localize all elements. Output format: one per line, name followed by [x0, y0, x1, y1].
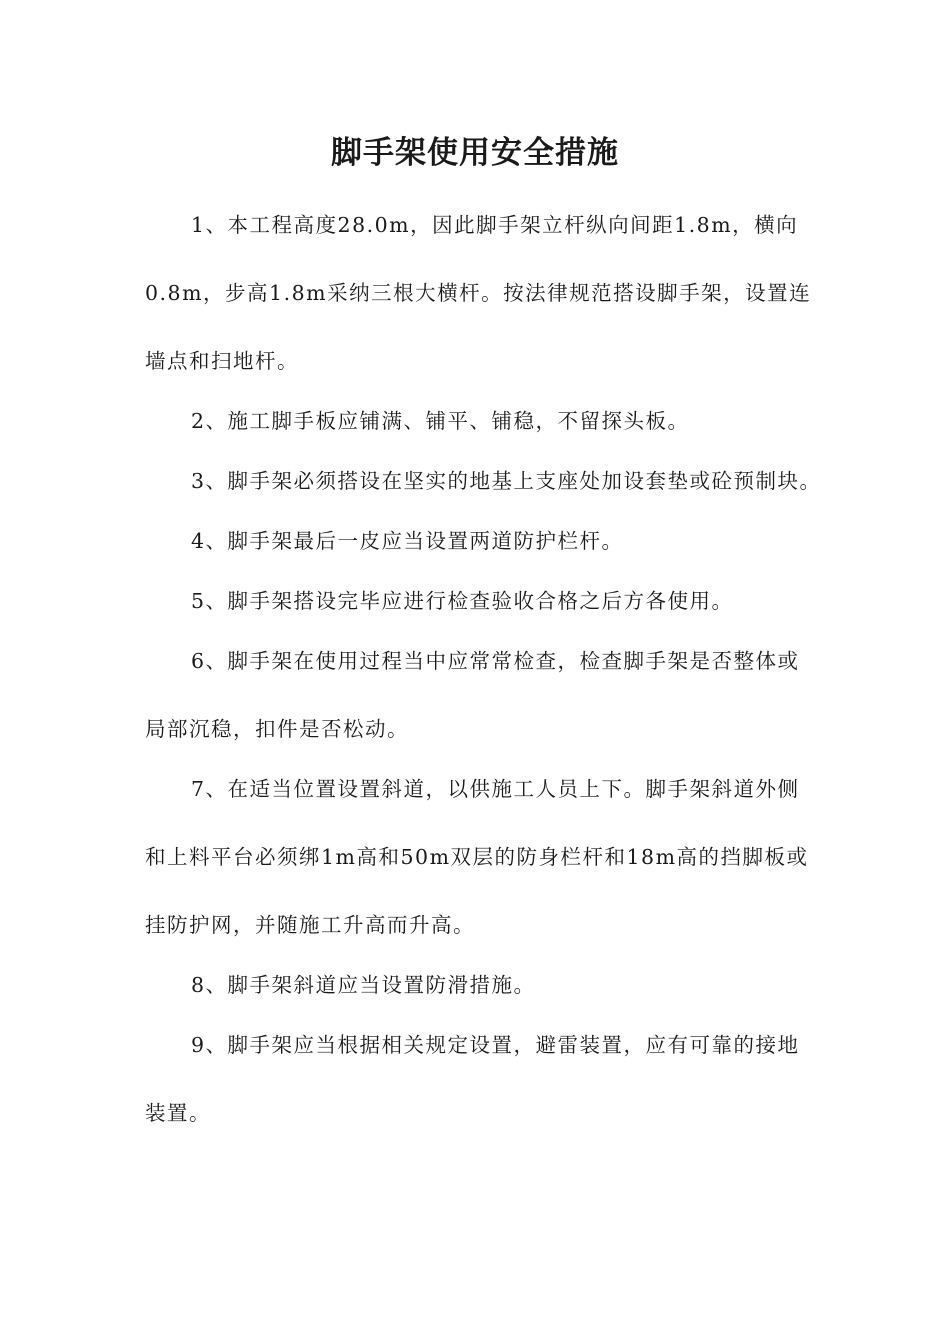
item-5: 5、脚手架搭设完毕应进行检查验收合格之后方各使用。 — [191, 589, 734, 613]
item-1-line-3: 墙点和扫地杆。 — [145, 349, 299, 373]
item-3: 3、脚手架必须搭设在坚实的地基上支座处加设套垫或砼预制块。 — [191, 469, 822, 493]
item-9-line-2: 装置。 — [145, 1101, 211, 1125]
item-1-line-2: 0.8m，步高1.8m采纳三根大横杆。按法律规范搭设脚手架，设置连 — [145, 281, 812, 305]
item-9-line-1: 9、脚手架应当根据相关规定设置，避雷装置，应有可靠的接地 — [191, 1033, 800, 1057]
item-4: 4、脚手架最后一皮应当设置两道防护栏杆。 — [191, 529, 624, 553]
item-1-line-1: 1、本工程高度28.0m，因此脚手架立杆纵向间距1.8m，横向 — [191, 213, 799, 237]
item-7-line-1: 7、在适当位置设置斜道，以供施工人员上下。脚手架斜道外侧 — [191, 777, 800, 801]
document-title: 脚手架使用安全措施 — [331, 135, 619, 171]
item-6-line-1: 6、脚手架在使用过程当中应常常检查，检查脚手架是否整体或 — [191, 649, 800, 673]
item-7-line-2: 和上料平台必须绑1m高和50m双层的防身栏杆和18m高的挡脚板或 — [145, 845, 809, 869]
item-6-line-2: 局部沉稳，扣件是否松动。 — [145, 717, 409, 741]
item-2: 2、施工脚手板应铺满、铺平、铺稳，不留探头板。 — [191, 409, 690, 433]
item-7-line-3: 挂防护网，并随施工升高而升高。 — [145, 913, 475, 937]
document-body — [145, 195, 825, 1143]
item-8: 8、脚手架斜道应当设置防滑措施。 — [191, 973, 536, 997]
